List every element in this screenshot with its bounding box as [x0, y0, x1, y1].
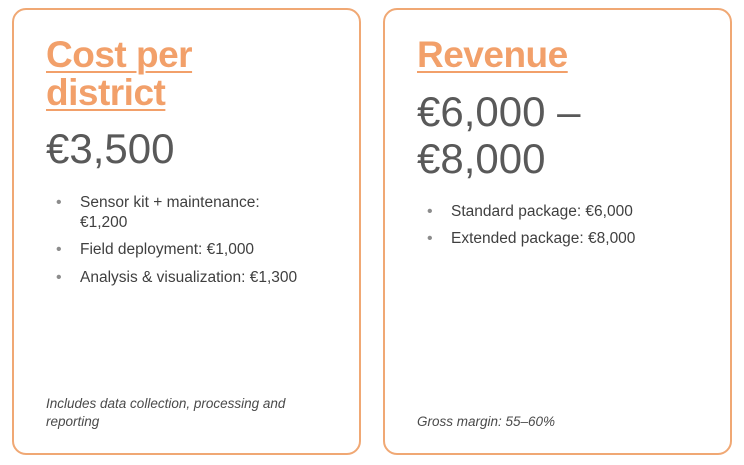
list-item: • Extended package: €8,000: [417, 229, 677, 249]
list-item: • Analysis & visualization: €1,300: [46, 268, 306, 288]
bullet-list: [417, 202, 702, 257]
card-footnote: Gross margin: 55–60%: [417, 413, 556, 429]
card-cost-per-district: [12, 8, 361, 455]
list-item: • Field deployment: €1,000: [46, 240, 306, 260]
card-revenue: [383, 8, 732, 455]
list-item: • Sensor kit + maintenance: €1,200: [46, 193, 306, 234]
card-spacer: [46, 295, 331, 394]
bullet-list: [46, 193, 331, 296]
card-spacer: [417, 257, 702, 413]
list-item: • Standard package: €6,000: [417, 202, 677, 222]
card-title: Revenue: [417, 34, 568, 75]
card-amount: €6,000 – €8,000: [417, 87, 581, 182]
card-footnote: Includes data collection, processing and reporting: [46, 395, 286, 429]
card-title: Cost per district: [46, 34, 193, 113]
card-amount: €3,500: [46, 125, 175, 173]
